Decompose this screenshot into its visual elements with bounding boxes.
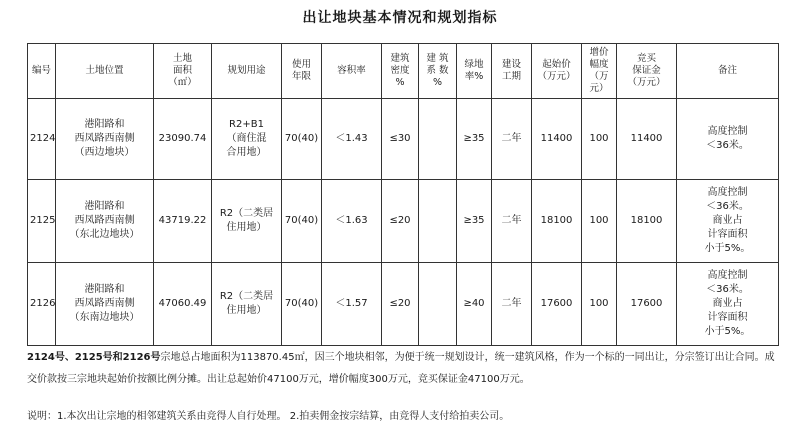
cell-note: 高度控制 ＜36米。 商业占 计容面积 小于5%。 <box>677 263 779 346</box>
cell-area: 23090.74 <box>154 99 212 180</box>
cell-coef <box>419 180 457 263</box>
cell-period: 二年 <box>492 180 532 263</box>
cell-increment: 100 <box>582 180 617 263</box>
cell-years: 70(40) <box>282 180 322 263</box>
cell-increment: 100 <box>582 263 617 346</box>
header-deposit: 竞买 保证金 （万元） <box>617 44 677 99</box>
header-density: 建筑 密度 % <box>382 44 419 99</box>
page-title: 出让地块基本情况和规划指标 <box>302 10 498 26</box>
cell-far: ＜1.63 <box>322 180 382 263</box>
cell-use: R2（二类居 住用地） <box>212 263 282 346</box>
summary-text: 宗地总占地面积为113870.45㎡，因三个地块相邻，为便于统一规划设计，统一建筑风格，作为一个标的一同出让，分宗签订出让合同。成交价款按三宗地块起始价按额比例分摊。出让总起始价47100万元，增价幅度300万元，竞买保证金47100万元。 <box>27 352 775 385</box>
cell-id: 2126 <box>28 263 56 346</box>
cell-location: 港阳路和 西凤路西南侧 （东北边地块） <box>56 180 154 263</box>
header-start-price: 起始价 （万元） <box>532 44 582 99</box>
cell-deposit: 17600 <box>617 263 677 346</box>
cell-use: R2+B1 （商住混 合用地） <box>212 99 282 180</box>
table-row <box>28 263 779 346</box>
header-location: 土地位置 <box>56 44 154 99</box>
header-coef: 建 筑 系 数 % <box>419 44 457 99</box>
header-green: 绿地 率% <box>457 44 492 99</box>
cell-density: ≤20 <box>382 180 419 263</box>
header-increment: 增价 幅度 （万 元） <box>582 44 617 99</box>
cell-coef <box>419 99 457 180</box>
table-row <box>28 180 779 263</box>
cell-location: 港阳路和 西凤路西南侧 （东南边地块） <box>56 263 154 346</box>
cell-use: R2（二类居 住用地） <box>212 180 282 263</box>
cell-far: ＜1.43 <box>322 99 382 180</box>
header-id: 编号 <box>28 44 56 99</box>
cell-area: 47060.49 <box>154 263 212 346</box>
cell-green: ≥35 <box>457 99 492 180</box>
cell-note: 高度控制 ＜36米。 <box>677 99 779 180</box>
cell-id: 2125 <box>28 180 56 263</box>
cell-deposit: 18100 <box>617 180 677 263</box>
cell-density: ≤20 <box>382 263 419 346</box>
header-area: 土地 面积 （㎡） <box>154 44 212 99</box>
table-row <box>28 99 779 180</box>
land-info-table <box>27 43 779 346</box>
cell-id: 2124 <box>28 99 56 180</box>
header-use: 规划用途 <box>212 44 282 99</box>
cell-years: 70(40) <box>282 99 322 180</box>
cell-green: ≥35 <box>457 180 492 263</box>
summary-paragraph <box>27 347 778 391</box>
header-period: 建设 工期 <box>492 44 532 99</box>
header-note: 备注 <box>677 44 779 99</box>
cell-start-price: 17600 <box>532 263 582 346</box>
cell-start-price: 11400 <box>532 99 582 180</box>
cell-note: 高度控制 ＜36米。 商业占 计容面积 小于5%。 <box>677 180 779 263</box>
cell-location: 港阳路和 西凤路西南侧 （西边地块） <box>56 99 154 180</box>
cell-start-price: 18100 <box>532 180 582 263</box>
cell-far: ＜1.57 <box>322 263 382 346</box>
cell-period: 二年 <box>492 263 532 346</box>
summary-lead: 2124号、2125号和2126号 <box>27 352 161 363</box>
cell-density: ≤30 <box>382 99 419 180</box>
cell-period: 二年 <box>492 99 532 180</box>
cell-years: 70(40) <box>282 263 322 346</box>
cell-deposit: 11400 <box>617 99 677 180</box>
cell-coef <box>419 263 457 346</box>
header-years: 使用 年限 <box>282 44 322 99</box>
header-far: 容积率 <box>322 44 382 99</box>
footnote: 说明：1.本次出让宗地的相邻建筑关系由竞得人自行处理。 2.拍卖佣金按宗结算，由竞得人支付给拍卖公司。 <box>27 411 510 422</box>
cell-area: 43719.22 <box>154 180 212 263</box>
cell-increment: 100 <box>582 99 617 180</box>
table-header-row <box>28 44 779 99</box>
cell-green: ≥40 <box>457 263 492 346</box>
